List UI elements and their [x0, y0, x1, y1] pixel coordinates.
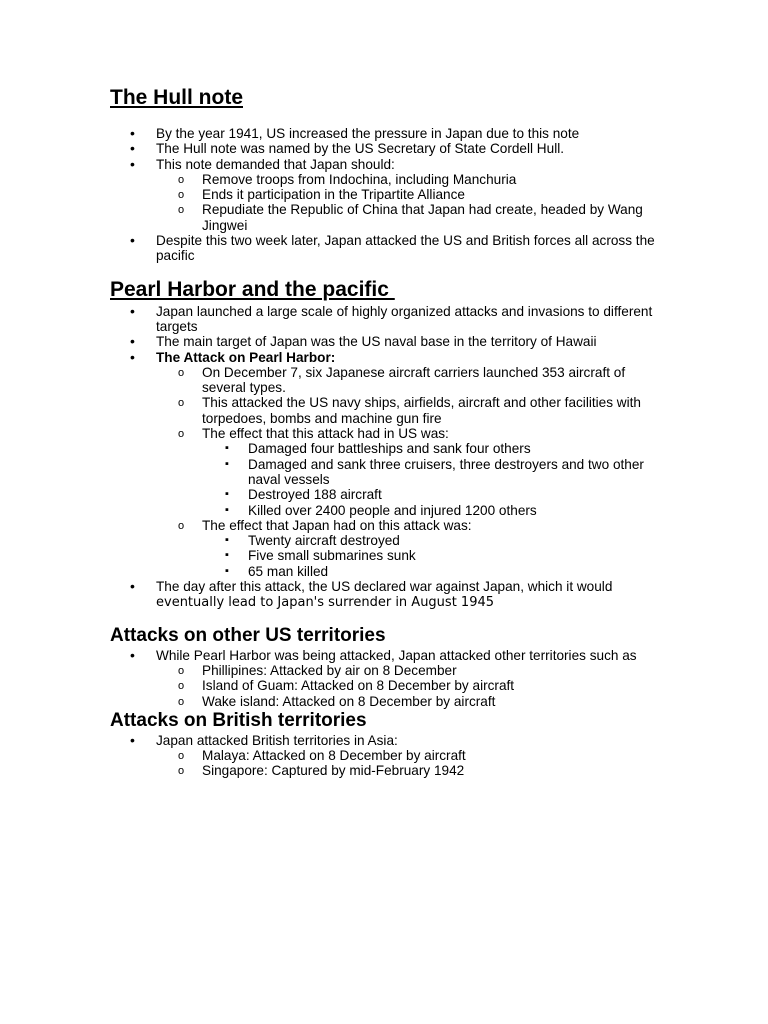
list-item: o Repudiate the Republic of China that Japan had create, headed by Wang Jingwei: [156, 202, 670, 233]
list-item: o On December 7, six Japanese aircraft carriers launched 353 aircraft of several types.: [156, 365, 670, 396]
list-item: o Singapore: Captured by mid-February 1942: [156, 763, 670, 778]
list-item: ▪ Destroyed 188 aircraft: [202, 487, 670, 502]
hull-note-list: [110, 126, 670, 264]
us-territories-heading: Attacks on other US territories: [110, 624, 386, 646]
list-item-text: The effect that this attack had in US was:: [202, 426, 449, 442]
us-effects-list: [202, 441, 670, 517]
list-item: [110, 648, 670, 709]
list-item: • Despite this two week later, Japan attacked the US and British forces all across the pacific: [110, 233, 670, 264]
list-item: [156, 518, 670, 579]
list-item: o This attacked the US navy ships, airfields, aircraft and other facilities with torpedoes, bombs and machine gun fire: [156, 395, 670, 426]
list-item: • Japan launched a large scale of highly organized attacks and invasions to different targets: [110, 304, 670, 335]
us-places-list: [156, 663, 670, 709]
list-item: ▪ 65 man killed: [202, 564, 670, 579]
attack-details-list: [156, 365, 670, 579]
list-item-text: Japan attacked British territories in Asia:: [156, 732, 398, 748]
hull-demands-list: [156, 172, 670, 233]
list-item: ▪ Killed over 2400 people and injured 1200 others: [202, 503, 670, 518]
list-item: ▪ Damaged and sank three cruisers, three destroyers and two other naval vessels: [202, 457, 670, 488]
list-item: o Island of Guam: Attacked on 8 December by aircraft: [156, 678, 670, 693]
list-item: • The main target of Japan was the US naval base in the territory of Hawaii: [110, 334, 670, 349]
list-item: o Phillipines: Attacked by air on 8 December: [156, 663, 670, 678]
list-item-text-continued: eventually lead to Japan's surrender in August 1945: [156, 595, 495, 611]
list-item: o Remove troops from Indochina, including Manchuria: [156, 172, 670, 187]
japan-effects-list: [202, 533, 670, 579]
list-item: [156, 426, 670, 518]
list-item: [110, 157, 670, 233]
hull-note-heading: The Hull note: [110, 86, 243, 109]
british-territories-heading: Attacks on British territories: [110, 709, 367, 731]
list-item: ▪ Damaged four battleships and sank four others: [202, 441, 670, 456]
british-territories-list: [110, 733, 670, 779]
pearl-harbor-heading: Pearl Harbor and the pacific: [110, 277, 395, 301]
list-item: o Malaya: Attacked on 8 December by aircraft: [156, 748, 670, 763]
attack-subheading: The Attack on Pearl Harbor:: [156, 349, 336, 365]
list-item: o Wake island: Attacked on 8 December by aircraft: [156, 694, 670, 709]
list-item-text: The effect that Japan had on this attack was:: [202, 517, 472, 533]
list-item: [110, 579, 670, 611]
list-item-text: The day after this attack, the US declared war against Japan, which it would: [156, 579, 613, 595]
us-territories-list: [110, 648, 670, 709]
list-item: [110, 350, 670, 579]
british-places-list: [156, 748, 670, 779]
document-page: [110, 84, 670, 779]
list-item: o Ends it participation in the Tripartite Alliance: [156, 187, 670, 202]
list-item: ▪ Twenty aircraft destroyed: [202, 533, 670, 548]
list-item: • The Hull note was named by the US Secretary of State Cordell Hull.: [110, 141, 670, 156]
list-item: ▪ Five small submarines sunk: [202, 548, 670, 563]
pearl-harbor-list: [110, 304, 670, 611]
list-item: • By the year 1941, US increased the pressure in Japan due to this note: [110, 126, 670, 141]
list-item: [110, 733, 670, 779]
list-item-text: While Pearl Harbor was being attacked, Japan attacked other territories such as: [156, 647, 637, 663]
list-item-text: This note demanded that Japan should:: [156, 156, 395, 172]
